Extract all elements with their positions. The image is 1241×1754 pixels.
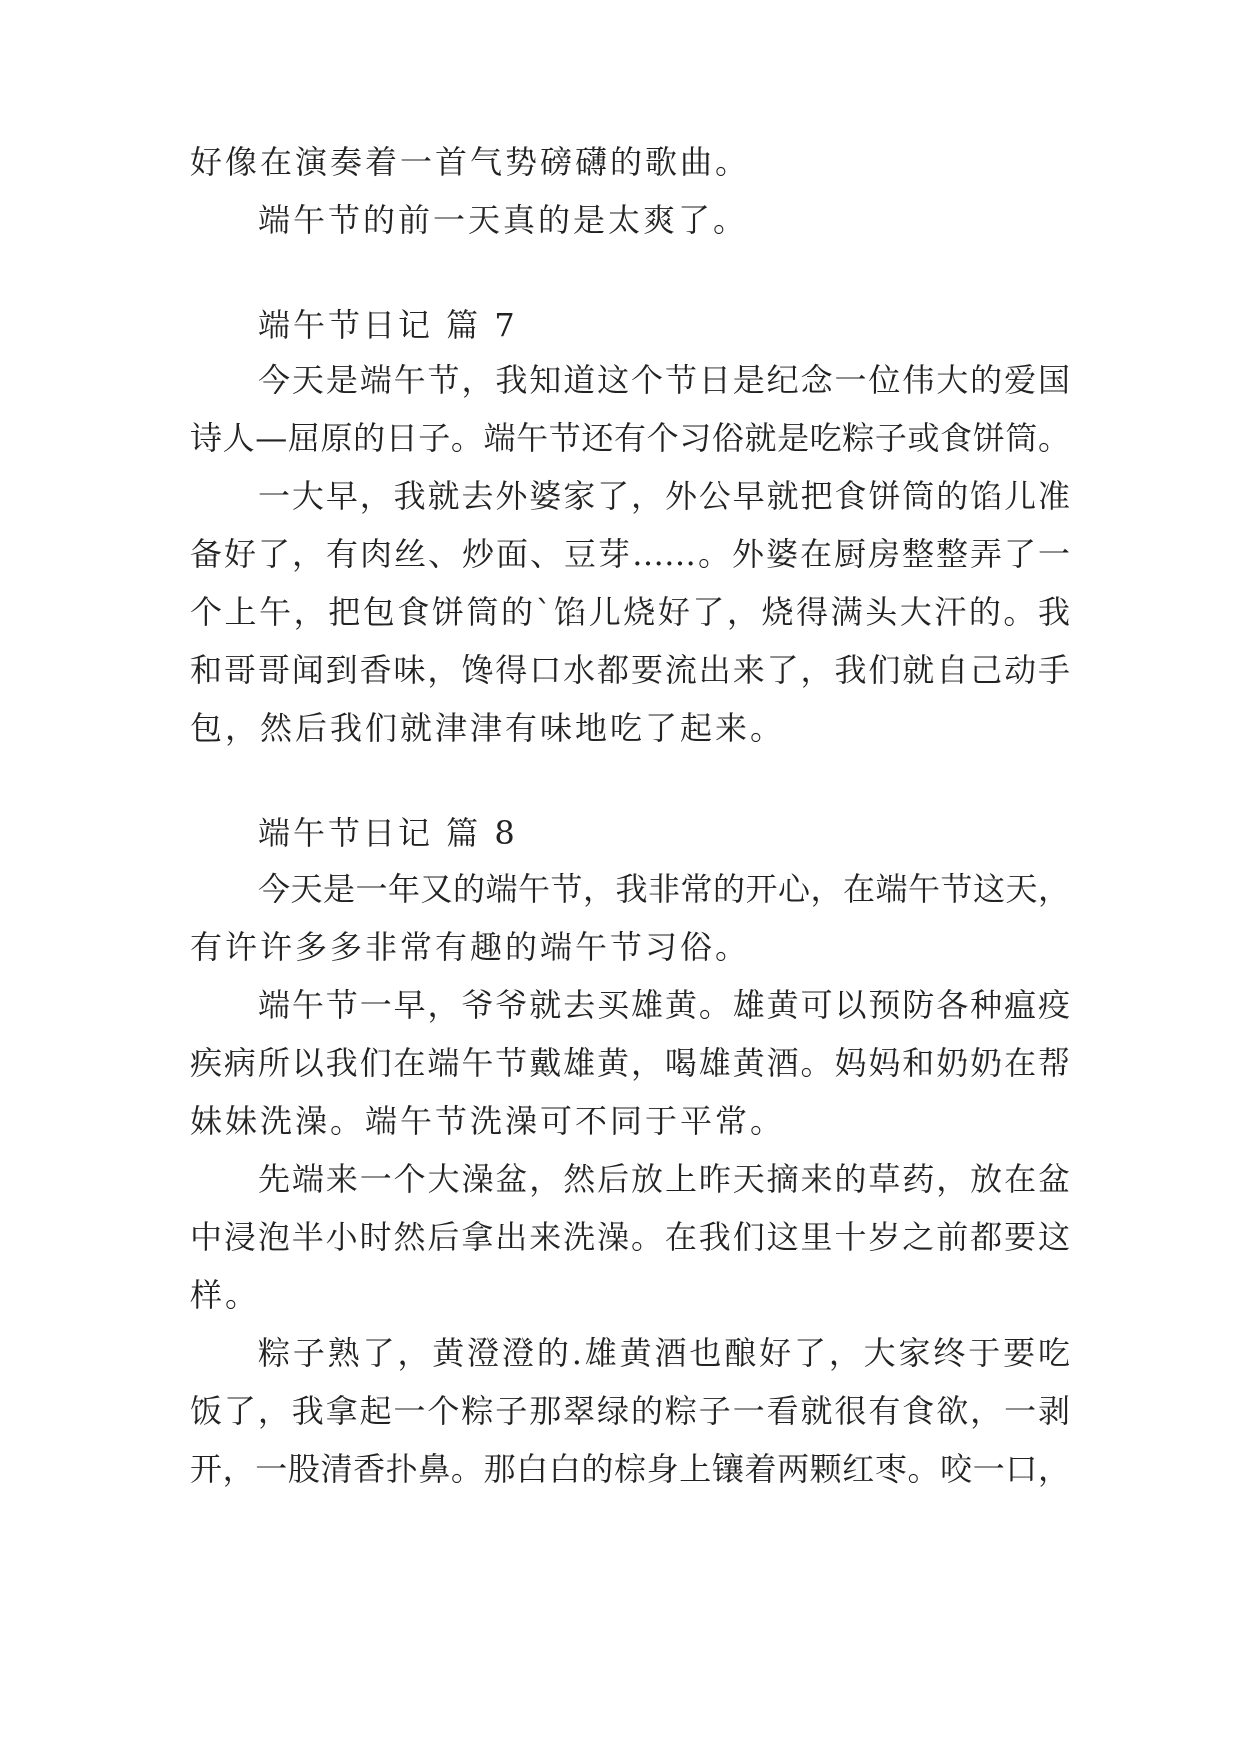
paragraph-line: 端午节一早，爷爷就去买雄黄。雄黄可以预防各种瘟疫 [258, 986, 1070, 1024]
section-heading: 端午节日记 篇 8 [258, 814, 518, 852]
paragraph-line: 备好了，有肉丝、炒面、豆芽……。外婆在厨房整整弄了一 [190, 535, 1070, 573]
paragraph-line: 妹妹洗澡。端午节洗澡可不同于平常。 [190, 1102, 786, 1140]
paragraph-line: 包，然后我们就津津有味地吃了起来。 [190, 709, 786, 747]
paragraph-line: 和哥哥闻到香味，馋得口水都要流出来了，我们就自己动手 [190, 651, 1070, 689]
paragraph-line: 个上午，把包食饼筒的`馅儿烧好了，烧得满头大汗的。我 [190, 593, 1070, 631]
section-heading: 端午节日记 篇 7 [258, 306, 518, 344]
paragraph-line: 好像在演奏着一首气势磅礴的歌曲。 [190, 143, 751, 181]
paragraph-line: 今天是端午节，我知道这个节日是纪念一位伟大的爱国 [258, 361, 1070, 399]
paragraph-line: 有许许多多非常有趣的端午节习俗。 [190, 928, 751, 966]
paragraph-line: 疾病所以我们在端午节戴雄黄，喝雄黄酒。妈妈和奶奶在帮 [190, 1044, 1070, 1082]
paragraph-line: 今天是一年又的端午节，我非常的开心，在端午节这天， [258, 870, 1070, 908]
paragraph-line: 一大早，我就去外婆家了，外公早就把食饼筒的馅儿准 [258, 477, 1070, 515]
paragraph-line: 端午节的前一天真的是太爽了。 [258, 201, 749, 239]
paragraph-line: 中浸泡半小时然后拿出来洗澡。在我们这里十岁之前都要这 [190, 1218, 1070, 1256]
paragraph-line: 诗人—屈原的日子。端午节还有个习俗就是吃粽子或食饼筒。 [190, 419, 1070, 457]
paragraph-line: 粽子熟了，黄澄澄的.雄黄酒也酿好了，大家终于要吃 [258, 1334, 1070, 1372]
paragraph-line: 开，一股清香扑鼻。那白白的棕身上镶着两颗红枣。咬一口， [190, 1450, 1070, 1488]
paragraph-line: 先端来一个大澡盆，然后放上昨天摘来的草药，放在盆 [258, 1160, 1070, 1198]
paragraph-line: 饭了，我拿起一个粽子那翠绿的粽子一看就很有食欲，一剥 [190, 1392, 1070, 1430]
paragraph-line: 样。 [190, 1276, 261, 1314]
